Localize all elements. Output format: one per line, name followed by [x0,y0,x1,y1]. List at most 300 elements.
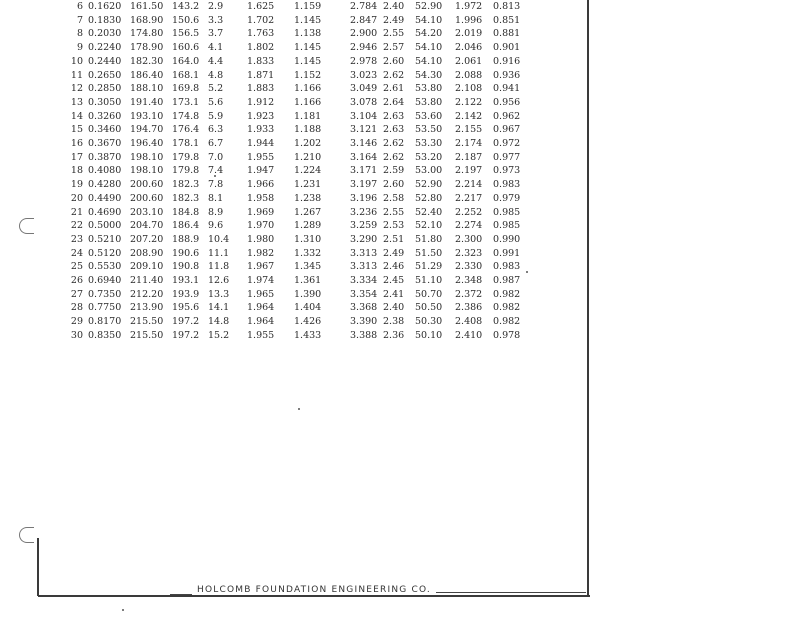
table-cell: 1.980 [247,233,275,245]
table-cell: 1.802 [247,42,275,54]
table-cell: 1.702 [247,14,275,26]
row-index-cell: 6 [76,1,83,12]
table-cell: 2.63 [383,124,405,136]
table-cell: 5.2 [208,83,224,95]
table-cell: 212.20 [130,288,164,300]
table-cell: 0.813 [493,1,521,12]
table-cell: 1.181 [294,110,322,122]
row-index-cell: 30 [70,329,83,341]
table-cell: 52.10 [415,220,443,232]
row-index-cell: 17 [70,151,83,163]
table-row [55,288,533,302]
table-row [55,110,533,124]
table-cell: 53.50 [415,124,443,136]
table-cell: 11.1 [208,247,230,259]
table-cell: 0.3870 [88,151,122,163]
row-index-cell: 11 [70,69,83,81]
table-cell: 0.983 [493,261,521,273]
company-footer: HOLCOMB FOUNDATION ENGINEERING CO. [197,585,431,595]
table-cell: 1.267 [294,206,322,218]
table-row [55,329,533,343]
table-row [55,41,533,55]
table-cell: 53.00 [415,165,443,177]
table-cell: 2.372 [455,288,483,300]
scan-speck [298,408,300,410]
table-cell: 143.2 [172,1,200,12]
table-cell: 2.946 [350,42,378,54]
table-cell: 1.152 [294,69,322,81]
table-cell: 3.259 [350,220,378,232]
table-cell: 3.164 [350,151,378,163]
table-cell: 1.871 [247,69,275,81]
table-row [55,247,533,261]
table-cell: 2.410 [455,329,483,341]
table-cell: 53.20 [415,151,443,163]
table-cell: 2.323 [455,247,483,259]
table-cell: 2.274 [455,220,483,232]
table-cell: 1.404 [294,302,322,314]
table-cell: 0.985 [493,220,521,232]
row-index-cell: 26 [70,275,83,287]
table-cell: 3.3 [208,14,224,26]
table-cell: 0.987 [493,275,521,287]
table-cell: 191.40 [130,96,164,108]
table-cell: 52.90 [415,179,443,191]
table-cell: 14.1 [208,302,230,314]
table-cell: 54.20 [415,28,443,40]
table-cell: 0.2650 [88,69,122,81]
table-cell: 1.202 [294,138,322,150]
punch-hole-mark [19,527,34,543]
table-cell: 1.231 [294,179,322,191]
table-cell: 2.386 [455,302,483,314]
table-cell: 3.078 [350,96,378,108]
table-row [55,137,533,151]
table-cell: 3.196 [350,192,378,204]
table-cell: 197.2 [172,329,200,341]
table-cell: 160.6 [172,42,200,54]
table-cell: 2.55 [383,28,405,40]
table-row [55,206,533,220]
table-cell: 1.944 [247,138,275,150]
table-cell: 0.7350 [88,288,122,300]
row-index-cell: 10 [70,55,83,67]
table-cell: 6.3 [208,124,224,136]
table-row [55,301,533,315]
table-cell: 174.80 [130,28,164,40]
table-row [55,123,533,137]
table-cell: 7.8 [208,179,224,191]
row-index-cell: 18 [70,165,83,177]
row-index-cell: 23 [70,233,83,245]
table-cell: 1.289 [294,220,322,232]
table-cell: 2.53 [383,220,405,232]
table-cell: 54.10 [415,42,443,54]
table-cell: 179.8 [172,151,200,163]
table-cell: 207.20 [130,233,164,245]
table-cell: 0.2240 [88,42,122,54]
table-cell: 1.970 [247,220,275,232]
table-cell: 2.197 [455,165,483,177]
table-cell: 1.964 [247,302,275,314]
table-cell: 1.965 [247,288,275,300]
table-cell: 53.80 [415,96,443,108]
table-cell: 2.019 [455,28,483,40]
table-cell: 1.982 [247,247,275,259]
table-cell: 2.41 [383,288,405,300]
table-cell: 193.10 [130,110,164,122]
table-cell: 0.851 [493,14,521,26]
table-cell: 0.5210 [88,233,122,245]
table-cell: 1.361 [294,275,322,287]
table-cell: 50.10 [415,329,443,341]
table-cell: 0.936 [493,69,521,81]
row-index-cell: 27 [70,288,83,300]
table-cell: 2.62 [383,69,405,81]
table-cell: 0.982 [493,302,521,314]
table-cell: 161.50 [130,1,164,12]
row-index-cell: 8 [76,28,83,40]
table-cell: 2.63 [383,110,405,122]
table-cell: 0.2030 [88,28,122,40]
table-cell: 179.8 [172,165,200,177]
table-cell: 12.6 [208,275,230,287]
table-cell: 2.62 [383,151,405,163]
table-cell: 3.313 [350,261,378,273]
table-cell: 0.2440 [88,55,122,67]
table-row [55,55,533,69]
table-cell: 2.49 [383,14,405,26]
table-cell: 0.8350 [88,329,122,341]
table-cell: 186.40 [130,69,164,81]
table-row [55,151,533,165]
table-cell: 9.6 [208,220,224,232]
table-cell: 1.955 [247,151,275,163]
table-cell: 182.3 [172,179,200,191]
table-cell: 1.345 [294,261,322,273]
table-cell: 0.982 [493,288,521,300]
table-cell: 0.4690 [88,206,122,218]
table-cell: 3.368 [350,302,378,314]
page-right-border [587,0,589,596]
table-cell: 0.985 [493,206,521,218]
table-cell: 2.57 [383,42,405,54]
table-cell: 8.1 [208,192,224,204]
table-cell: 8.9 [208,206,224,218]
table-cell: 2.51 [383,233,405,245]
table-cell: 2.061 [455,55,483,67]
table-cell: 0.2850 [88,83,122,95]
row-index-cell: 22 [70,220,83,232]
scan-speck [122,609,124,611]
table-cell: 1.390 [294,288,322,300]
table-cell: 0.982 [493,316,521,328]
table-cell: 1.967 [247,261,275,273]
table-cell: 208.90 [130,247,164,259]
table-cell: 168.1 [172,69,200,81]
table-row [55,260,533,274]
table-cell: 178.90 [130,42,164,54]
table-cell: 194.70 [130,124,164,136]
table-cell: 14.8 [208,316,230,328]
table-cell: 204.70 [130,220,164,232]
table-cell: 50.50 [415,302,443,314]
table-cell: 15.2 [208,329,230,341]
table-cell: 2.046 [455,42,483,54]
table-row [55,219,533,233]
table-cell: 1.166 [294,96,322,108]
table-cell: 3.146 [350,138,378,150]
table-cell: 1.332 [294,247,322,259]
table-cell: 52.80 [415,192,443,204]
table-cell: 3.7 [208,28,224,40]
table-cell: 2.61 [383,83,405,95]
table-row [55,0,533,14]
table-cell: 2.408 [455,316,483,328]
table-cell: 0.990 [493,233,521,245]
table-cell: 1.145 [294,42,322,54]
table-row [55,315,533,329]
table-cell: 198.10 [130,165,164,177]
table-cell: 0.1830 [88,14,122,26]
table-cell: 2.214 [455,179,483,191]
table-cell: 193.1 [172,275,200,287]
table-cell: 196.40 [130,138,164,150]
table-cell: 2.348 [455,275,483,287]
table-cell: 53.80 [415,83,443,95]
table-cell: 0.5000 [88,220,122,232]
table-cell: 209.10 [130,261,164,273]
table-cell: 2.55 [383,206,405,218]
table-cell: 3.023 [350,69,378,81]
table-cell: 0.6940 [88,275,122,287]
table-cell: 198.10 [130,151,164,163]
table-cell: 193.9 [172,288,200,300]
table-cell: 2.252 [455,206,483,218]
table-cell: 1.210 [294,151,322,163]
table-cell: 3.354 [350,288,378,300]
table-cell: 5.6 [208,96,224,108]
table-cell: 197.2 [172,316,200,328]
table-row [55,96,533,110]
table-cell: 2.217 [455,192,483,204]
table-cell: 0.991 [493,247,521,259]
table-cell: 200.60 [130,192,164,204]
row-index-cell: 12 [70,83,83,95]
table-cell: 213.90 [130,302,164,314]
table-cell: 2.108 [455,83,483,95]
table-cell: 11.8 [208,261,230,273]
table-cell: 3.049 [350,83,378,95]
table-cell: 3.104 [350,110,378,122]
table-cell: 1.923 [247,110,275,122]
table-cell: 1.972 [455,1,483,12]
table-cell: 0.3670 [88,138,122,150]
table-cell: 1.964 [247,316,275,328]
table-cell: 0.967 [493,124,521,136]
table-cell: 2.142 [455,110,483,122]
table-cell: 203.10 [130,206,164,218]
table-cell: 1.912 [247,96,275,108]
row-index-cell: 13 [70,96,83,108]
table-cell: 3.388 [350,329,378,341]
row-index-cell: 24 [70,247,83,259]
table-cell: 6.7 [208,138,224,150]
punch-hole-mark [19,218,34,234]
table-cell: 1.224 [294,165,322,177]
table-cell: 182.3 [172,192,200,204]
table-cell: 10.4 [208,233,230,245]
table-cell: 51.29 [415,261,443,273]
table-cell: 2.847 [350,14,378,26]
table-cell: 164.0 [172,55,200,67]
page-left-edge [37,538,39,596]
table-cell: 2.49 [383,247,405,259]
table-cell: 1.969 [247,206,275,218]
table-cell: 169.8 [172,83,200,95]
table-cell: 53.60 [415,110,443,122]
table-cell: 0.977 [493,151,521,163]
table-cell: 190.8 [172,261,200,273]
table-cell: 168.90 [130,14,164,26]
table-cell: 0.3260 [88,110,122,122]
table-cell: 215.50 [130,329,164,341]
table-row [55,233,533,247]
table-row [55,82,533,96]
test-data-table [55,0,533,343]
table-cell: 2.45 [383,275,405,287]
table-cell: 52.90 [415,1,443,12]
table-cell: 3.290 [350,233,378,245]
table-cell: 2.122 [455,96,483,108]
table-cell: 3.390 [350,316,378,328]
table-cell: 4.4 [208,55,224,67]
table-cell: 52.40 [415,206,443,218]
table-cell: 184.8 [172,206,200,218]
table-cell: 3.334 [350,275,378,287]
table-cell: 0.1620 [88,1,122,12]
table-cell: 2.40 [383,302,405,314]
row-index-cell: 14 [70,110,83,122]
table-cell: 188.9 [172,233,200,245]
row-index-cell: 7 [76,14,83,26]
table-cell: 2.187 [455,151,483,163]
table-cell: 51.10 [415,275,443,287]
table-cell: 3.197 [350,179,378,191]
table-cell: 2.38 [383,316,405,328]
table-cell: 2.46 [383,261,405,273]
table-cell: 2.900 [350,28,378,40]
table-cell: 2.088 [455,69,483,81]
table-cell: 3.313 [350,247,378,259]
table-cell: 0.8170 [88,316,122,328]
table-row [55,69,533,83]
table-cell: 3.121 [350,124,378,136]
table-cell: 54.30 [415,69,443,81]
table-row [55,178,533,192]
table-cell: 53.30 [415,138,443,150]
row-index-cell: 28 [70,302,83,314]
table-cell: 50.30 [415,316,443,328]
table-cell: 51.50 [415,247,443,259]
table-cell: 0.4280 [88,179,122,191]
table-cell: 2.155 [455,124,483,136]
table-cell: 1.933 [247,124,275,136]
table-cell: 1.159 [294,1,322,12]
table-cell: 2.62 [383,138,405,150]
table-cell: 0.962 [493,110,521,122]
table-cell: 195.6 [172,302,200,314]
table-cell: 1.947 [247,165,275,177]
table-cell: 1.145 [294,14,322,26]
table-cell: 178.1 [172,138,200,150]
table-cell: 0.5530 [88,261,122,273]
table-cell: 186.4 [172,220,200,232]
table-row [55,14,533,28]
table-cell: 2.58 [383,192,405,204]
table-cell: 1.238 [294,192,322,204]
table-cell: 2.59 [383,165,405,177]
table-cell: 0.3460 [88,124,122,136]
table-cell: 3.171 [350,165,378,177]
table-cell: 1.433 [294,329,322,341]
table-row [55,192,533,206]
table-cell: 200.60 [130,179,164,191]
table-cell: 1.138 [294,28,322,40]
table-cell: 2.9 [208,1,224,12]
table-cell: 215.50 [130,316,164,328]
table-cell: 1.996 [455,14,483,26]
table-cell: 51.80 [415,233,443,245]
table-cell: 1.188 [294,124,322,136]
footer-rule [436,592,586,593]
table-cell: 1.310 [294,233,322,245]
table-cell: 0.4490 [88,192,122,204]
table-cell: 0.4080 [88,165,122,177]
table-cell: 1.958 [247,192,275,204]
table-cell: 1.833 [247,55,275,67]
row-index-cell: 21 [70,206,83,218]
table-cell: 1.966 [247,179,275,191]
table-cell: 0.901 [493,42,521,54]
table-cell: 3.236 [350,206,378,218]
table-cell: 2.784 [350,1,378,12]
table-cell: 1.974 [247,275,275,287]
row-index-cell: 16 [70,138,83,150]
table-cell: 150.6 [172,14,200,26]
table-cell: 4.8 [208,69,224,81]
table-cell: 1.166 [294,83,322,95]
table-cell: 1.883 [247,83,275,95]
table-cell: 190.6 [172,247,200,259]
table-cell: 188.10 [130,83,164,95]
table-cell: 2.978 [350,55,378,67]
row-index-cell: 25 [70,261,83,273]
table-cell: 13.3 [208,288,230,300]
table-cell: 5.9 [208,110,224,122]
table-cell: 2.60 [383,55,405,67]
table-cell: 7.0 [208,151,224,163]
table-cell: 211.40 [130,275,164,287]
table-cell: 0.5120 [88,247,122,259]
table-cell: 0.881 [493,28,521,40]
table-cell: 2.174 [455,138,483,150]
row-index-cell: 20 [70,192,83,204]
row-index-cell: 19 [70,179,83,191]
table-cell: 0.916 [493,55,521,67]
row-index-cell: 29 [70,316,83,328]
table-cell: 0.979 [493,192,521,204]
